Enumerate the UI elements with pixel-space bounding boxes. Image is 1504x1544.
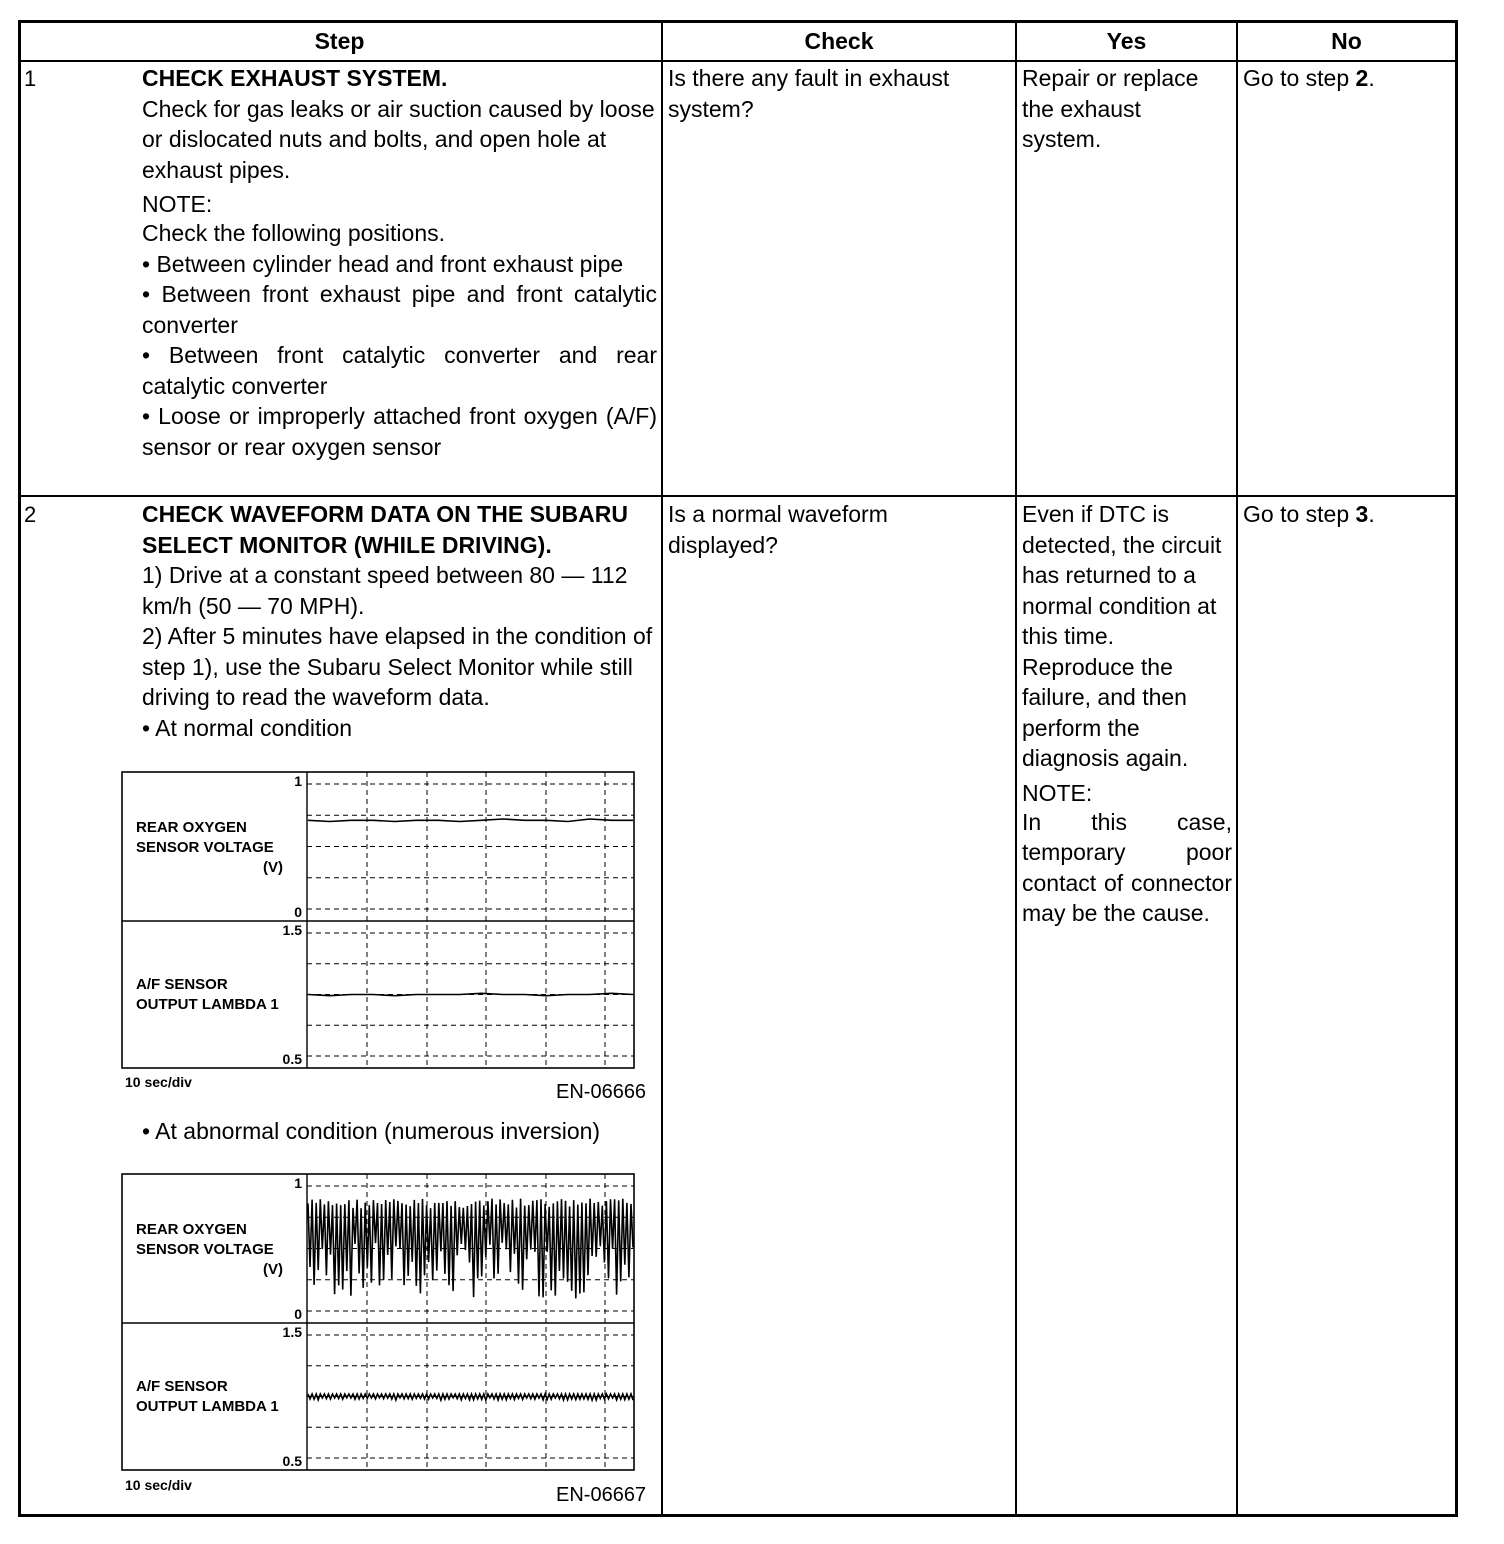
note-bullet: • Between front catalytic converter and rear catalytic converter (142, 342, 657, 399)
o2-waveform-line (308, 819, 633, 822)
header-step: Step (314, 28, 365, 54)
header-no: No (1331, 28, 1362, 54)
header-yes: Yes (1106, 28, 1147, 54)
check-text: Is there any fault in exhaust system? (668, 65, 950, 122)
axis-label: (V) (263, 859, 283, 876)
tick-label: 0 (294, 1306, 302, 1322)
step-content (142, 499, 657, 743)
step-body: Check for gas leaks or air suction caused by loose or dislocated nuts and bolts, and open hole at exhaust pipes. (142, 95, 655, 183)
figure-code: EN-06666 (556, 1081, 647, 1103)
note-bullet: • Between front exhaust pipe and front catalytic converter (142, 281, 657, 338)
axis-label: SENSOR VOLTAGE (136, 1241, 274, 1258)
yes-note: In this case, temporary poor contact of connector may be the cause. (1022, 808, 1232, 926)
yes-note-label: NOTE: (1022, 779, 1093, 806)
row-divider (18, 495, 1458, 497)
tick-label: 0 (294, 904, 302, 920)
note-bullet: • Between cylinder head and front exhaust pipe (142, 250, 624, 277)
no-text: Go to step 3. (1243, 501, 1375, 527)
yes-text: Even if DTC is detected, the circuit has returned to a normal condition at this time. Reproduce the failure, and then perform the diagnosis again. (1022, 501, 1222, 771)
tick-label: 1 (294, 773, 302, 789)
bullet-abnormal: • At abnormal condition (numerous inversion) (142, 1118, 601, 1144)
note-bullet: • Loose or improperly attached front oxygen (A/F) sensor or rear oxygen sensor (142, 403, 657, 460)
step-instruction: 1) Drive at a constant speed between 80 — 112 km/h (50 — 70 MPH). (142, 562, 628, 619)
step-instruction: 2) After 5 minutes have elapsed in the condition of step 1), use the Subaru Select Monitor while still driving to read the waveform data. (142, 623, 653, 710)
note-label: NOTE: (142, 191, 213, 217)
bullet-normal: • At normal condition (142, 714, 353, 741)
axis-label: OUTPUT LAMBDA 1 (136, 1398, 279, 1415)
tick-label: 0.5 (282, 1453, 302, 1469)
axis-label: (V) (263, 1261, 283, 1278)
axis-label: SENSOR VOLTAGE (136, 839, 274, 856)
chart-frame (122, 772, 634, 1068)
step-number: 1 (24, 66, 37, 91)
step-title: CHECK EXHAUST SYSTEM. (142, 65, 448, 91)
axis-label: OUTPUT LAMBDA 1 (136, 996, 279, 1013)
no-text: Go to step 2. (1243, 65, 1375, 91)
yes-content (1022, 499, 1232, 929)
tick-label: 0.5 (282, 1051, 302, 1067)
col-divider (661, 20, 663, 1517)
axis-label: REAR OXYGEN (136, 1221, 247, 1238)
tick-label: 1.5 (282, 922, 302, 938)
af-waveform-line (308, 1394, 633, 1400)
note-intro: Check the following positions. (142, 220, 445, 246)
figure-code: EN-06667 (556, 1484, 647, 1506)
check-text: Is a normal waveform displayed? (668, 501, 888, 558)
header-check: Check (804, 28, 874, 54)
step-content (142, 63, 657, 462)
tick-label: 1.5 (282, 1324, 302, 1340)
col-divider (1015, 20, 1017, 1517)
diagnostic-table (18, 20, 1458, 1517)
waveform-chart-normal (120, 770, 636, 1070)
step-number: 2 (24, 502, 37, 527)
axis-label: REAR OXYGEN (136, 819, 247, 836)
axis-label: A/F SENSOR (136, 976, 228, 993)
time-div-label: 10 sec/div (125, 1477, 192, 1493)
tick-label: 1 (294, 1175, 302, 1191)
time-div-label: 10 sec/div (125, 1074, 192, 1090)
waveform-chart-abnormal (120, 1172, 636, 1472)
step-title: CHECK WAVEFORM DATA ON THE SUBARU SELECT MONITOR (WHILE DRIVING). (142, 501, 628, 558)
axis-label: A/F SENSOR (136, 1378, 228, 1395)
af-waveform-line (308, 993, 633, 995)
yes-text: Repair or replace the exhaust system. (1022, 65, 1199, 152)
col-divider (1236, 20, 1238, 1517)
